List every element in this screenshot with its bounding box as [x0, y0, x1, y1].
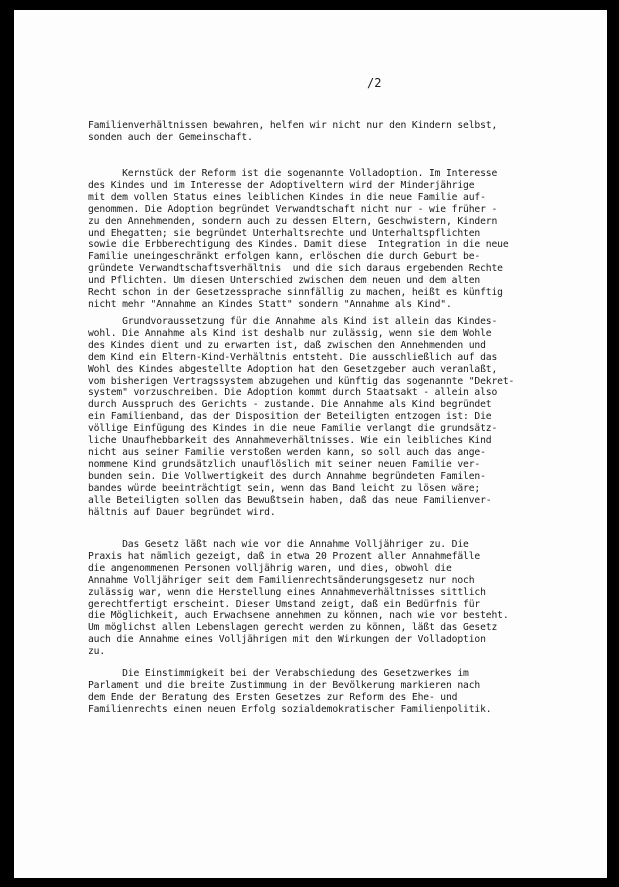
text-line: Praxis hat nämlich gezeigt, daß in etwa 20 Prozent aller Annahmefälle: [88, 550, 481, 562]
text-line: und Ehegatten; sie begründet Unterhaltsrechte und Unterhaltspflichten: [88, 227, 481, 239]
text-line: zu den Annehmenden, sondern auch zu dessen Eltern, Geschwistern, Kindern: [88, 215, 498, 227]
text-line: ein Familienband, das der Disposition der Beteiligten entzogen ist: Die: [88, 411, 492, 423]
text-line: nicht aus seiner Familie verstoßen werden kann, so soll auch das ange-: [88, 446, 486, 458]
text-line: gründete Verwandtschaftsverhältnis und die sich daraus ergebenden Rechte: [88, 263, 503, 275]
text-line: bunden sein. Die Vollwertigkeit des durch Annahme begründeten Familen-: [88, 470, 486, 482]
paragraph-1: [88, 120, 566, 144]
paragraph-3: [88, 316, 566, 518]
text-line: Die Einstimmigkeit bei der Verabschiedung des Gesetzwerkes im: [88, 668, 469, 679]
text-line: die angenommenen Personen volljährig waren, und dies, obwohl die: [88, 562, 452, 574]
text-line: genommen. Die Adoption begründet Verwandtschaft nicht nur - wie früher -: [88, 203, 498, 215]
text-line: Kernstück der Reform ist die sogenannte Volladoption. Im Interesse: [88, 168, 498, 179]
text-line: Familienrechts einen neuen Erfolg sozialdemokratischer Familienpolitik.: [88, 703, 492, 715]
text-line: nicht mehr "Annahme an Kindes Statt" sondern "Annahme als Kind".: [88, 298, 452, 310]
text-line: durch Ausspruch des Gerichts - zustande. Die Annahme als Kind begründet: [88, 399, 492, 411]
paragraph-2: [88, 168, 566, 311]
text-line: vom bisherigen Vertragssystem abzugehen und künftig das sogenannte "Dekret-: [88, 375, 515, 387]
text-line: Parlament und die breite Zustimmung in der Bevölkerung markieren nach: [88, 679, 481, 691]
text-line: Wohl des Kindes abgestellte Adoption hat den Gesetzgeber auch veranlaßt,: [88, 363, 498, 375]
text-line: nommene Kind grundsätzlich unauflöslich mit seiner neuen Familie ver-: [88, 458, 481, 470]
text-line: Familienverhältnissen bewahren, helfen wir nicht nur den Kindern selbst,: [88, 120, 498, 131]
text-line: sowie die Erbberechtigung des Kindes. Damit diese Integration in die neue: [88, 239, 509, 251]
page-number: /2: [367, 76, 382, 90]
text-line: hältnis auf Dauer begründet wird.: [88, 506, 276, 518]
text-line: system" vorzuschreiben. Die Adoption kommt durch Staatsakt - allein also: [88, 387, 498, 399]
text-line: Recht schon in der Gesetzessprache sinnfällig zu machen, heißt es künftig: [88, 287, 503, 299]
text-line: Das Gesetz läßt nach wie vor die Annahme Volljähriger zu. Die: [88, 539, 469, 550]
text-line: auch die Annahme eines Volljährigen mit den Wirkungen der Volladoption: [88, 634, 486, 646]
paragraph-5: [88, 668, 566, 716]
text-line: die Möglichkeit, auch Erwachsene annehmen zu können, nach wie vor besteht.: [88, 610, 509, 622]
text-line: des Kindes dient und zu erwarten ist, daß zwischen den Annehmenden und: [88, 339, 486, 351]
text-line: Familie uneingeschränkt erfolgen kann, erlöschen die durch Geburt be-: [88, 251, 481, 263]
text-line: völlige Einfügung des Kindes in die neue Familie verlangt die grundsätz-: [88, 423, 498, 435]
text-line: mit dem vollen Status eines leiblichen Kindes in die neue Familie auf-: [88, 191, 486, 203]
text-line: liche Unaufhebbarkeit des Annahmeverhältnisses. Wie ein leibliches Kind: [88, 435, 492, 447]
paragraph-4: [88, 539, 566, 658]
text-line: sonden auch der Gemeinschaft.: [88, 131, 253, 143]
text-line: zu.: [88, 646, 106, 658]
text-line: dem Kind ein Eltern-Kind-Verhältnis entsteht. Die ausschließlich auf das: [88, 351, 498, 363]
text-line: Annahme Volljähriger seit dem Familienrechtsänderungsgesetz nur noch: [88, 574, 475, 586]
text-line: dem Ende der Beratung des Ersten Gesetzes zur Reform des Ehe- und: [88, 691, 458, 703]
text-line: alle Beteiligten sollen das Bewußtsein haben, daß das neue Familienver-: [88, 494, 492, 506]
text-line: wohl. Die Annahme als Kind ist deshalb nur zulässig, wenn sie dem Wohle: [88, 327, 492, 339]
text-line: zulässig war, wenn die Herstellung eines Annahmeverhältnisses sittlich: [88, 586, 486, 598]
text-line: und Pflichten. Um diesen Unterschied zwischen dem neuen und dem alten: [88, 275, 481, 287]
text-line: bandes würde beeinträchtigt sein, wenn das Band leicht zu lösen wäre;: [88, 482, 481, 494]
text-line: des Kindes und im Interesse der Adoptiveltern wird der Minderjährige: [88, 179, 475, 191]
text-line: Um möglichst allen Lebenslagen gerecht werden zu können, läßt das Gesetz: [88, 622, 498, 634]
text-line: gerechtfertigt erscheint. Dieser Umstand zeigt, daß ein Bedürfnis für: [88, 598, 481, 610]
text-line: Grundvoraussetzung für die Annahme als Kind ist allein das Kindes-: [88, 316, 498, 327]
